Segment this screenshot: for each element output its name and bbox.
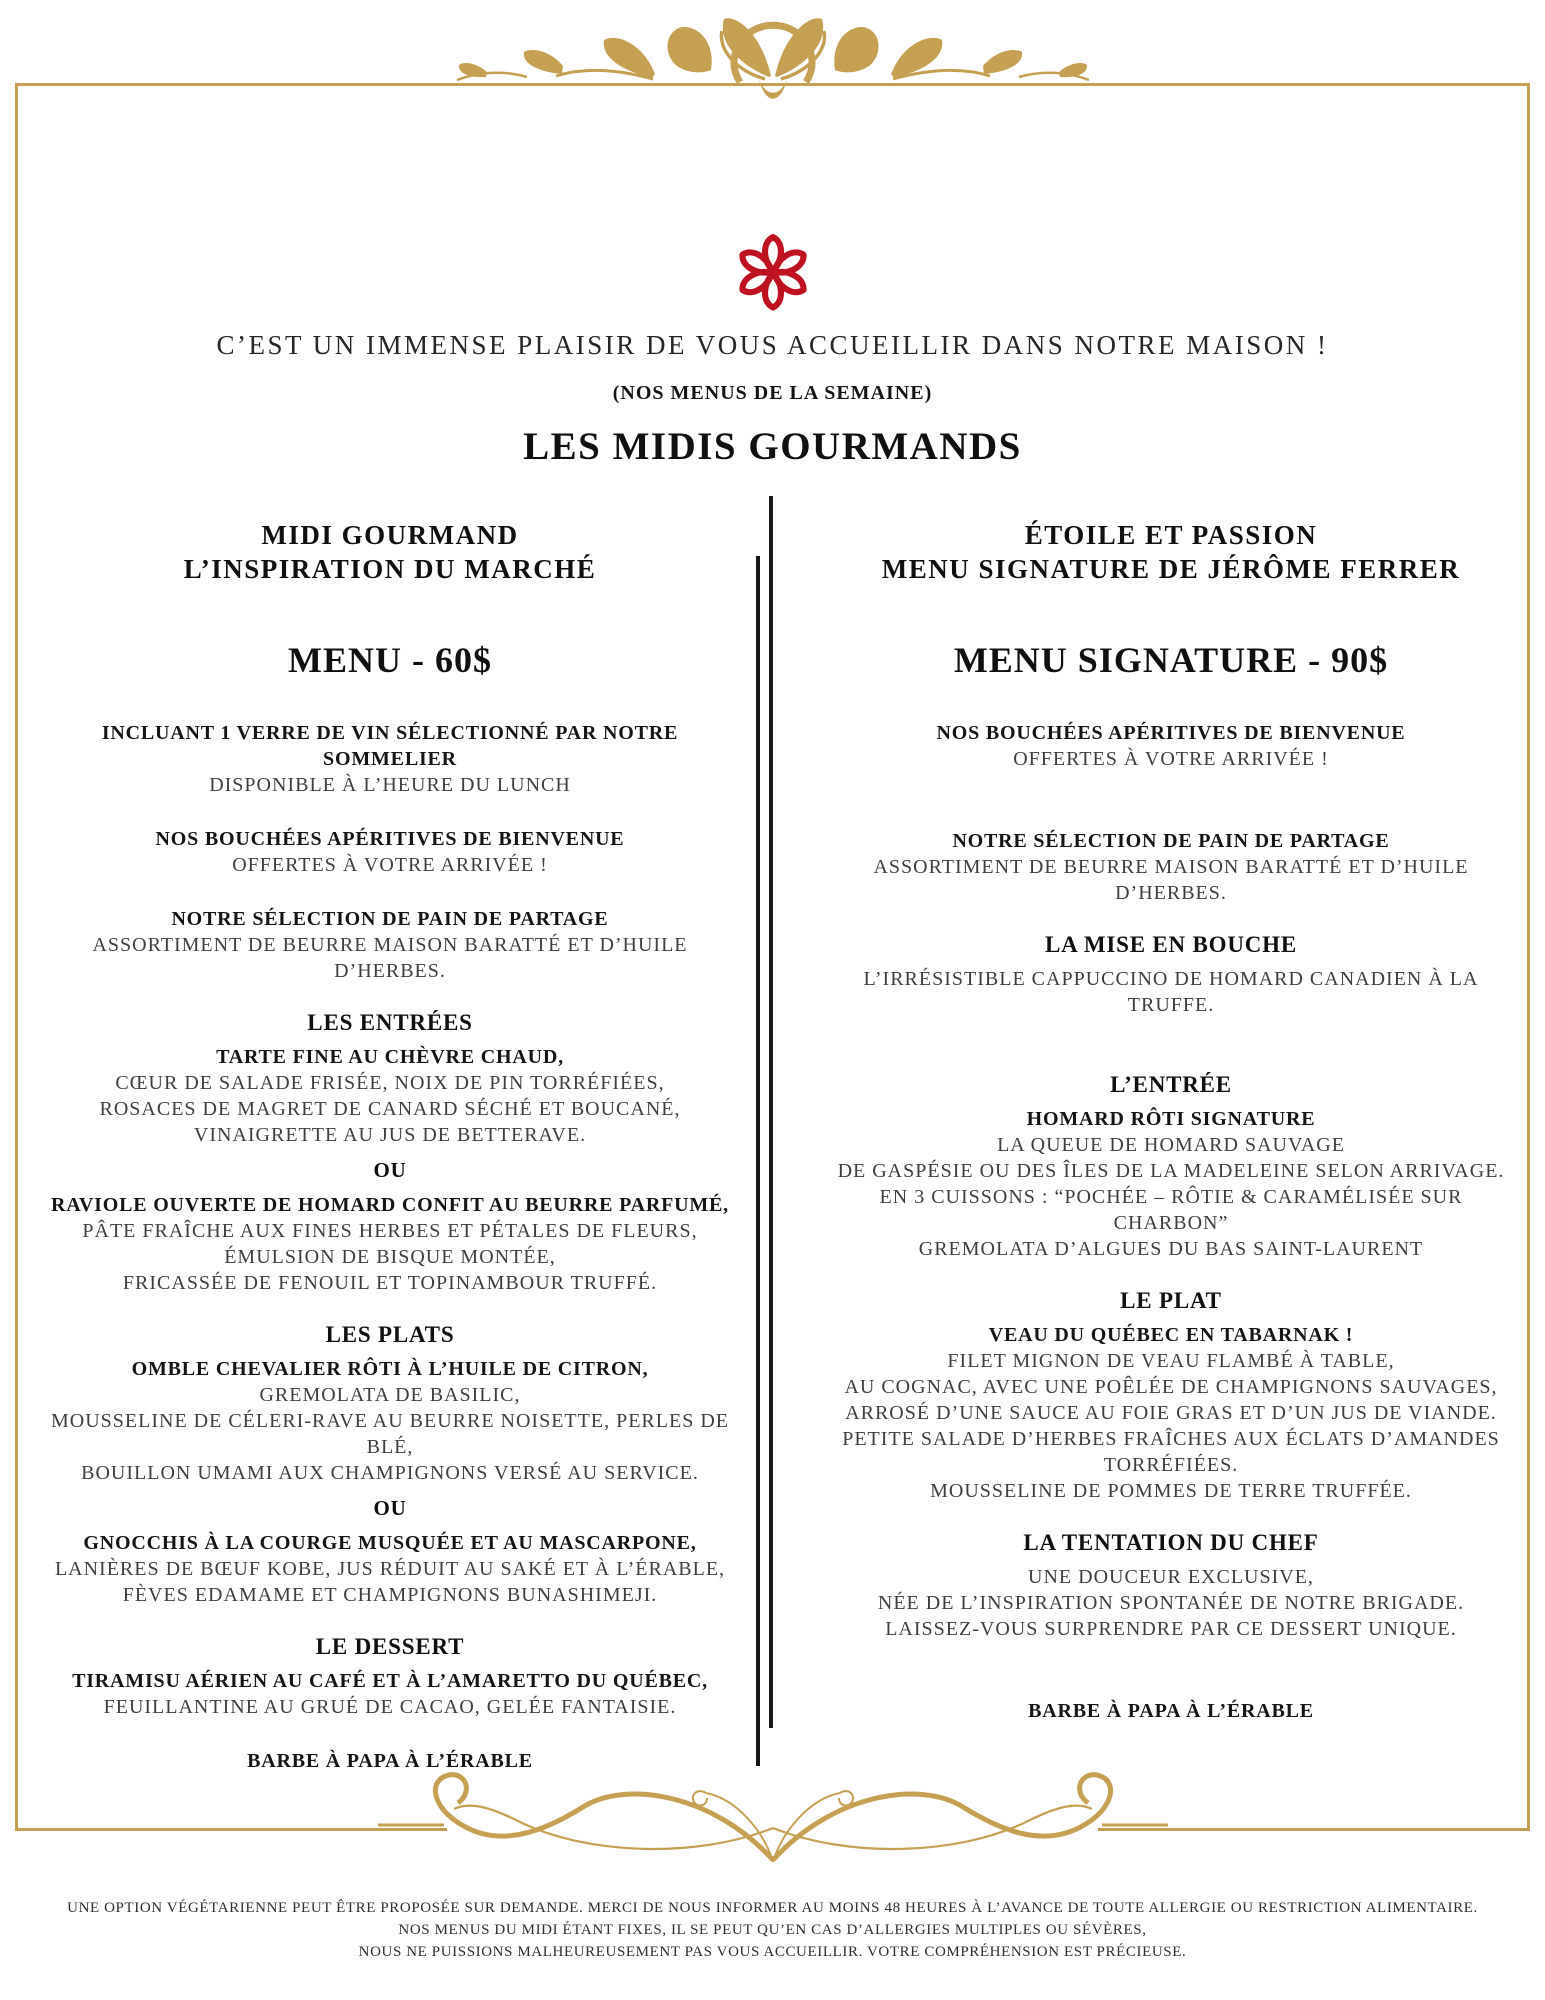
menu-line-plain: CŒUR DE SALADE FRISÉE, NOIX DE PIN TORRÉFIÉES, [115,1072,665,1094]
menu-line-plain: FRICASSÉE DE FENOUIL ET TOPINAMBOUR TRUFFÉ. [122,1272,658,1294]
menu-line-strong: NOTRE SÉLECTION DE PAIN DE PARTAGE [171,908,609,930]
menu-line-title: MIDI GOURMAND [261,520,519,550]
menu-line-plain: ÉMULSION DE BISQUE MONTÉE, [224,1246,556,1268]
menu-line-plain: ASSORTIMENT DE BEURRE MAISON BARATTÉ ET D’HUILE D’HERBES. [92,934,688,982]
page-title: LES MIDIS GOURMANDS [523,425,1022,468]
menu-line-plain: OFFERTES À VOTRE ARRIVÉE ! [232,854,548,876]
menu-line-plain: VINAIGRETTE AU JUS DE BETTERAVE. [193,1124,587,1146]
menu-line-title: L’INSPIRATION DU MARCHÉ [183,554,597,584]
menu-line-section: LA MISE EN BOUCHE [1045,932,1297,957]
menu-gap [821,800,1521,828]
menu-line-plain: FÈVES EDAMAME ET CHAMPIGNONS BUNASHIMEJI. [122,1584,658,1606]
menu-line-plain: LAISSEZ-VOUS SURPRENDRE PAR CE DESSERT UNIQUE. [885,1618,1457,1640]
menu-line-strong: VEAU DU QUÉBEC EN TABARNAK ! [988,1324,1354,1346]
menu-line-title: MENU SIGNATURE DE JÉRÔME FERRER [881,554,1461,584]
menu-line-plain: L’IRRÉSISTIBLE CAPPUCCINO DE HOMARD CANADIEN À LA TRUFFE. [863,968,1479,1016]
menu-line-section: LES PLATS [325,1322,455,1347]
menu-line-strong: BARBE À PAPA À L’ÉRABLE [247,1750,533,1772]
menu-gap [821,1018,1521,1046]
right-menu-column [821,518,1521,1724]
menu-line-plain: FEUILLANTINE AU GRUÉ DE CACAO, GELÉE FANTAISIE. [103,1696,677,1718]
menu-line-price: MENU SIGNATURE - 90$ [953,640,1389,680]
top-flourish-ornament [423,4,1123,108]
menu-line-strong: HOMARD RÔTI SIGNATURE [1026,1108,1316,1130]
menu-line-plain: ASSORTIMENT DE BEURRE MAISON BARATTÉ ET D’HUILE D’HERBES. [873,856,1469,904]
menu-line-strong: NOS BOUCHÉES APÉRITIVES DE BIENVENUE [155,828,625,850]
menu-line-strong: TARTE FINE AU CHÈVRE CHAUD, [216,1046,564,1068]
menu-line-strong: GNOCCHIS À LA COURGE MUSQUÉE ET AU MASCARPONE, [83,1532,697,1554]
footer-note-line: UNE OPTION VÉGÉTARIENNE PEUT ÊTRE PROPOSÉE SUR DEMANDE. MERCI DE NOUS INFORMER AU MOINS 48 HEURES À L’AVANCE DE TOUTE ALLERGIE OU RESTRICTION ALIMENTAIRE. [67,1900,1478,1916]
menu-line-plain: OFFERTES À VOTRE ARRIVÉE ! [1013,748,1329,770]
weekly-menus-note: (NOS MENUS DE LA SEMAINE) [612,382,933,404]
menu-line-strong: RAVIOLE OUVERTE DE HOMARD CONFIT AU BEURRE PARFUMÉ, [51,1194,729,1216]
menu-line-plain: PETITE SALADE D’HERBES FRAÎCHES AUX ÉCLATS D’AMANDES TORRÉFIÉES. [842,1428,1500,1476]
menu-line-plain: MOUSSELINE DE CÉLERI-RAVE AU BEURRE NOISETTE, PERLES DE BLÉ, [51,1410,729,1458]
menu-line-plain: BOUILLON UMAMI AUX CHAMPIGNONS VERSÉ AU SERVICE. [81,1462,699,1484]
menu-line-strong: NOTRE SÉLECTION DE PAIN DE PARTAGE [952,830,1390,852]
menu-line-title: ÉTOILE ET PASSION [1024,520,1318,550]
menu-gap [40,878,740,906]
menu-gap [821,1642,1521,1670]
menu-line-plain: NÉE DE L’INSPIRATION SPONTANÉE DE NOTRE BRIGADE. [877,1592,1465,1614]
menu-line-plain: DISPONIBLE À L’HEURE DU LUNCH [209,774,571,796]
menu-gap [40,1720,740,1748]
menu-line-plain: GREMOLATA D’ALGUES DU BAS SAINT-LAURENT [918,1238,1424,1260]
menu-line-plain: MOUSSELINE DE POMMES DE TERRE TRUFFÉE. [930,1480,1412,1502]
menu-line-plain: PÂTE FRAÎCHE AUX FINES HERBES ET PÉTALES DE FLEURS, [82,1220,698,1242]
menu-gap [40,798,740,826]
menu-line-strong: INCLUANT 1 VERRE DE VIN SÉLECTIONNÉ PAR NOTRE SOMMELIER [101,722,679,770]
michelin-star-icon [729,219,817,315]
welcome-message: C’EST UN IMMENSE PLAISIR DE VOUS ACCUEILLIR DANS NOTRE MAISON ! [216,330,1329,360]
menu-gap [821,1670,1521,1698]
menu-line-strong: OMBLE CHEVALIER RÔTI À L’HUILE DE CITRON, [131,1358,649,1380]
menu-line-section: LES ENTRÉES [307,1010,473,1035]
menu-line-section: LE PLAT [1120,1288,1222,1313]
menu-gap [821,772,1521,800]
menu-line-or: OU [373,1158,407,1182]
menu-line-plain: GREMOLATA DE BASILIC, [259,1384,521,1406]
menu-line-plain: DE GASPÉSIE OU DES ÎLES DE LA MADELEINE SELON ARRIVAGE. [837,1160,1505,1182]
menu-line-plain: AU COGNAC, AVEC UNE POÊLÉE DE CHAMPIGNONS SAUVAGES, [844,1376,1498,1398]
left-menu-column [40,518,740,1774]
menu-line-price: MENU - 60$ [288,640,492,680]
menu-line-section: LA TENTATION DU CHEF [1023,1530,1319,1555]
menu-line-strong: NOS BOUCHÉES APÉRITIVES DE BIENVENUE [936,722,1406,744]
menu-line-plain: ROSACES DE MAGRET DE CANARD SÉCHÉ ET BOUCANÉ, [99,1098,681,1120]
menu-line-plain: UNE DOUCEUR EXCLUSIVE, [1028,1566,1314,1588]
menu-line-plain: ARROSÉ D’UNE SAUCE AU FOIE GRAS ET D’UN JUS DE VIANDE. [845,1402,1497,1424]
footer-disclaimer [0,1897,1545,1963]
menu-line-plain: LANIÈRES DE BŒUF KOBE, JUS RÉDUIT AU SAKÉ ET À L’ÉRABLE, [54,1558,726,1580]
menu-line-strong: TIRAMISU AÉRIEN AU CAFÉ ET À L’AMARETTO DU QUÉBEC, [72,1670,708,1692]
footer-note-line: NOS MENUS DU MIDI ÉTANT FIXES, IL SE PEUT QU’EN CAS D’ALLERGIES MULTIPLES OU SÉVÈRES, [398,1922,1147,1938]
menu-line-plain: LA QUEUE DE HOMARD SAUVAGE [997,1134,1345,1156]
column-divider-line [756,556,760,1766]
bottom-flourish-ornament [378,1772,1168,1867]
menu-line-plain: EN 3 CUISSONS : “POCHÉE – RÔTIE & CARAMÉLISÉE SUR CHARBON” [879,1186,1463,1234]
menu-line-strong: BARBE À PAPA À L’ÉRABLE [1028,1700,1314,1722]
menu-line-or: OU [373,1496,407,1520]
menu-line-plain: FILET MIGNON DE VEAU FLAMBÉ À TABLE, [947,1350,1395,1372]
footer-note-line: NOUS NE PUISSIONS MALHEUREUSEMENT PAS VOUS ACCUEILLIR. VOTRE COMPRÉHENSION EST PRÉCIEUSE. [358,1944,1187,1960]
menu-line-section: L’ENTRÉE [1110,1072,1232,1097]
column-divider-line [769,496,773,1728]
menu-line-section: LE DESSERT [315,1634,465,1659]
